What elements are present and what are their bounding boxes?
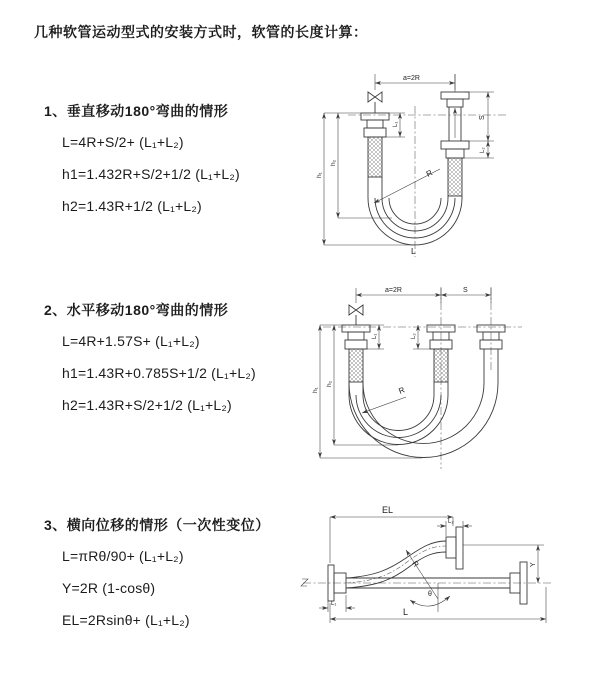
valve-icon [368, 92, 382, 102]
radius-label: R [424, 168, 435, 179]
section-1 [44, 101, 240, 222]
diagram-horizontal-180-bend [308, 283, 546, 475]
dim-label-fitting-left: L₁ [331, 601, 337, 607]
diagram-vertical-180-bend [310, 66, 532, 262]
formula-line: Y=2R (1-cosθ) [62, 580, 156, 596]
section-2-heading: 2、水平移动180°弯曲的情形 [44, 302, 229, 318]
valve-icon [349, 305, 363, 315]
formula-line: h2=1.43R+1/2 (L₁+L₂) [62, 198, 202, 214]
formula-line: h1=1.43R+0.785S+1/2 (L₁+L₂) [62, 365, 256, 381]
dim-label-y: Y [530, 562, 537, 567]
section-1-formulas [62, 126, 240, 222]
dim-label-fitting-right: L₂ [448, 519, 454, 525]
radius-label: R [410, 559, 421, 569]
section-2 [44, 300, 256, 421]
dim-label-stroke: S [463, 287, 468, 294]
technical-drawing-2 [308, 283, 546, 475]
dim-label-stroke: S [479, 115, 486, 120]
dim-label-fitting-right: L₂ [480, 147, 486, 153]
length-label: L [403, 607, 409, 617]
formula-line: h2=1.43R+S/2+1/2 (L₁+L₂) [62, 397, 232, 413]
angle-label: θ [428, 591, 432, 598]
section-1-heading: 1、垂直移动180°弯曲的情形 [44, 103, 229, 119]
technical-drawing-3 [298, 495, 566, 657]
section-3-formulas [62, 540, 270, 636]
dim-label-h1: h₁ [312, 387, 319, 393]
formula-line: L=4R+S/2+ (L₁+L₂) [62, 134, 184, 150]
section-3 [44, 515, 270, 636]
dim-label-width: a=2R [385, 287, 402, 294]
dim-label-fitting-left: L₁ [393, 121, 399, 127]
dim-label-h2: h₂ [326, 380, 333, 387]
length-label: L [411, 246, 416, 256]
section-3-heading: 3、横向位移的情形（一次性变位） [44, 517, 270, 533]
section-2-formulas [62, 325, 256, 421]
dim-label-fitting-left: L₁ [372, 333, 378, 339]
page-title: 几种软管运动型式的安装方式时，软管的长度计算： [34, 24, 368, 40]
dim-label-width: a=2R [403, 75, 420, 82]
technical-drawing-1 [310, 66, 532, 262]
dim-label-h2: h₂ [330, 159, 337, 166]
formula-line: L=4R+1.57S+ (L₁+L₂) [62, 333, 200, 349]
formula-line: L=πRθ/90+ (L₁+L₂) [62, 548, 184, 564]
diagram-lateral-displacement [298, 495, 566, 657]
centerline-break-mark [301, 579, 308, 586]
formula-line: h1=1.432R+S/2+1/2 (L₁+L₂) [62, 166, 240, 182]
dim-label-h1: h₁ [316, 172, 323, 178]
formula-line: EL=2Rsinθ+ (L₁+L₂) [62, 612, 190, 628]
dim-label-el: EL [382, 505, 394, 515]
dim-label-fitting-mid: L₂ [411, 333, 417, 339]
radius-label: R [397, 385, 407, 396]
